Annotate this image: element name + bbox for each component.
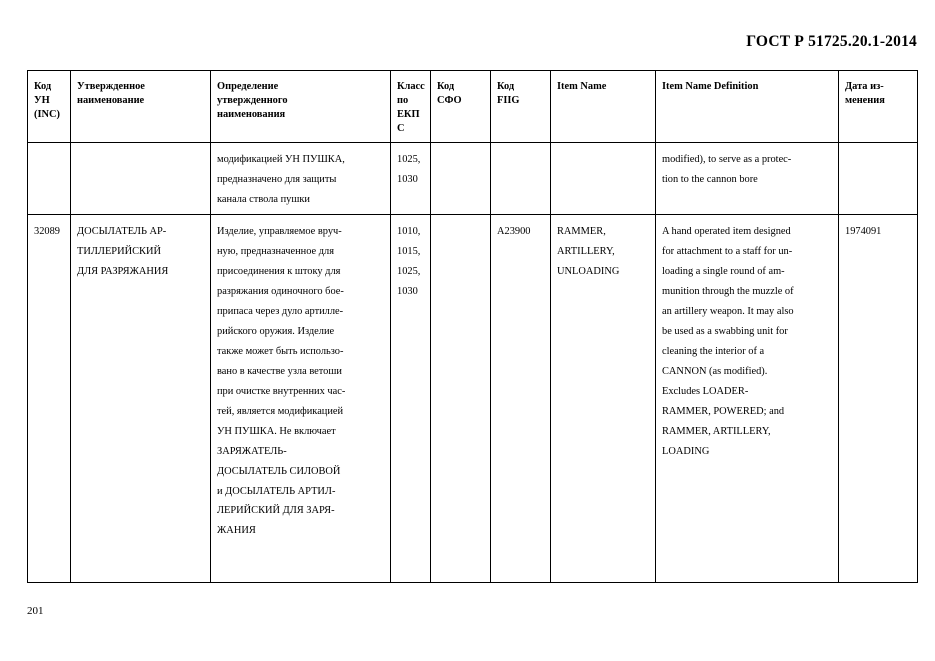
text-line: A hand operated item designed [662, 225, 791, 237]
text-line: присоединения к штоку для [217, 265, 341, 277]
text-line: ТИЛЛЕРИЙСКИЙ [77, 245, 161, 257]
text-line: 1015, [397, 245, 421, 257]
cell-definition [211, 143, 391, 215]
text-line: ЛЕРИЙСКИЙ ДЛЯ ЗАРЯ- [217, 505, 335, 517]
text-line: вано в качестве узла ветоши [217, 365, 342, 377]
header-lines-approved-name [77, 80, 205, 108]
text-line: канала ствола пушки [217, 193, 310, 205]
text-line: Excludes LOADER- [662, 385, 749, 397]
text-line: наименования [217, 109, 286, 121]
text-line: loading a single round of am- [662, 265, 785, 277]
text-line: LOADING [662, 445, 710, 457]
text-line: тей, является модификацией [217, 405, 344, 417]
column-header-sfo [431, 71, 491, 143]
text-line: припаса через дуло артилле- [217, 305, 344, 317]
text-line: an artillery weapon. It may also [662, 305, 794, 317]
text-line: ДОСЫЛАТЕЛЬ АР- [77, 225, 167, 237]
item-name-lines [557, 222, 650, 282]
header-lines-sfo [437, 80, 485, 108]
text-line: С [397, 123, 405, 135]
item-name-definition-lines [662, 222, 833, 462]
text-line: Код [34, 81, 52, 92]
column-header-fiig [491, 71, 551, 143]
header-lines-item-name [557, 80, 650, 94]
nomenclature-table [27, 70, 918, 583]
text-line: ДЛЯ РАЗРЯЖАНИЯ [77, 265, 169, 277]
text-line: УН ПУШКА. Не включает [217, 425, 336, 437]
text-line: be used as a swabbing unit for [662, 325, 788, 337]
ekps-lines [397, 222, 425, 302]
text-line: modified), to serve as a protec- [662, 154, 792, 165]
header-lines-ekps [397, 80, 425, 136]
cell-approved-name [71, 143, 211, 215]
text-line: RAMMER, ARTILLERY, [662, 425, 771, 437]
text-line: 1030 [397, 285, 418, 297]
text-line: также может быть использо- [217, 345, 344, 357]
text-line: CANNON (as modified). [662, 365, 768, 377]
cell-change-date [839, 143, 918, 215]
cell-ekps [391, 143, 431, 215]
text-line: 1025, [397, 154, 421, 165]
text-line: cleaning the interior of a [662, 345, 765, 357]
text-line: Код [437, 81, 455, 92]
page-number: 201 [27, 605, 44, 617]
definition-lines [217, 150, 385, 210]
column-header-definition [211, 71, 391, 143]
text-line: (INC) [34, 109, 60, 121]
column-header-ekps [391, 71, 431, 143]
text-line: Класс [397, 81, 425, 92]
text-line: утвержденного [217, 95, 288, 107]
cell-fiig [491, 143, 551, 215]
cell-inc [28, 143, 71, 215]
text-line: предназначено для защиты [217, 173, 337, 185]
text-line: tion to the cannon bore [662, 173, 758, 185]
text-line: Код [497, 81, 515, 92]
text-line: 1030 [397, 173, 418, 185]
text-line: Определение [217, 81, 279, 92]
cell-definition [211, 214, 391, 582]
text-line: при очистке внутренних час- [217, 385, 346, 397]
header-lines-inc [34, 80, 65, 122]
column-header-inc [28, 71, 71, 143]
ekps-lines [397, 150, 425, 190]
text-line: Изделие, управляемое вруч- [217, 225, 342, 237]
text-line: наименование [77, 95, 145, 107]
cell-change-date: 1974091 [839, 214, 918, 582]
text-line: ARTILLERY, [557, 245, 615, 257]
table-row [28, 214, 918, 582]
text-line: разряжания одиночного бое- [217, 285, 344, 297]
cell-item-name [551, 143, 656, 215]
column-header-item-name-definition [656, 71, 839, 143]
header-lines-fiig [497, 80, 545, 108]
text-line: for attachment to a staff for un- [662, 245, 793, 257]
definition-lines [217, 222, 385, 542]
standard-header: ГОСТ Р 51725.20.1-2014 [746, 33, 917, 50]
text-line: по [397, 95, 409, 107]
column-header-item-name [551, 71, 656, 143]
cell-ekps [391, 214, 431, 582]
cell-approved-name [71, 214, 211, 582]
text-line: RAMMER, [557, 225, 606, 237]
column-header-change-date [839, 71, 918, 143]
text-line: СФО [437, 95, 462, 107]
header-lines-item-name-definition [662, 80, 833, 94]
cell-inc: 32089 [28, 214, 71, 582]
item-name-definition-lines [662, 150, 833, 190]
text-line: munition through the muzzle of [662, 285, 794, 297]
text-line: Дата из- [845, 81, 884, 92]
text-line: Item Name [557, 81, 607, 92]
text-line: рийского оружия. Изделие [217, 325, 335, 337]
approved-name-lines [77, 222, 205, 282]
text-line: FIIG [497, 95, 520, 107]
text-line: менения [845, 95, 885, 107]
table-header-row [28, 71, 918, 143]
text-line: UNLOADING [557, 265, 620, 277]
header-lines-change-date [845, 80, 912, 108]
column-header-approved-name [71, 71, 211, 143]
text-line: ЕКП [397, 109, 420, 121]
cell-item-name [551, 214, 656, 582]
cell-fiig: A23900 [491, 214, 551, 582]
text-line: ДОСЫЛАТЕЛЬ СИЛОВОЙ [217, 465, 341, 477]
text-line: и ДОСЫЛАТЕЛЬ АРТИЛ- [217, 485, 336, 497]
text-line: 1010, [397, 225, 421, 237]
text-line: Item Name Definition [662, 81, 759, 92]
cell-sfo [431, 143, 491, 215]
cell-item-name-definition [656, 143, 839, 215]
text-line: ную, предназначенное для [217, 245, 335, 257]
cell-item-name-definition [656, 214, 839, 582]
text-line: модификацией УН ПУШКА, [217, 154, 345, 165]
header-lines-definition [217, 80, 385, 122]
table-row [28, 143, 918, 215]
text-line: УН [34, 95, 50, 107]
text-line: ЖАНИЯ [217, 525, 256, 537]
text-line: 1025, [397, 265, 421, 277]
text-line: ЗАРЯЖАТЕЛЬ- [217, 445, 287, 457]
text-line: RAMMER, POWERED; and [662, 405, 785, 417]
text-line: Утвержденное [77, 81, 145, 92]
cell-sfo [431, 214, 491, 582]
